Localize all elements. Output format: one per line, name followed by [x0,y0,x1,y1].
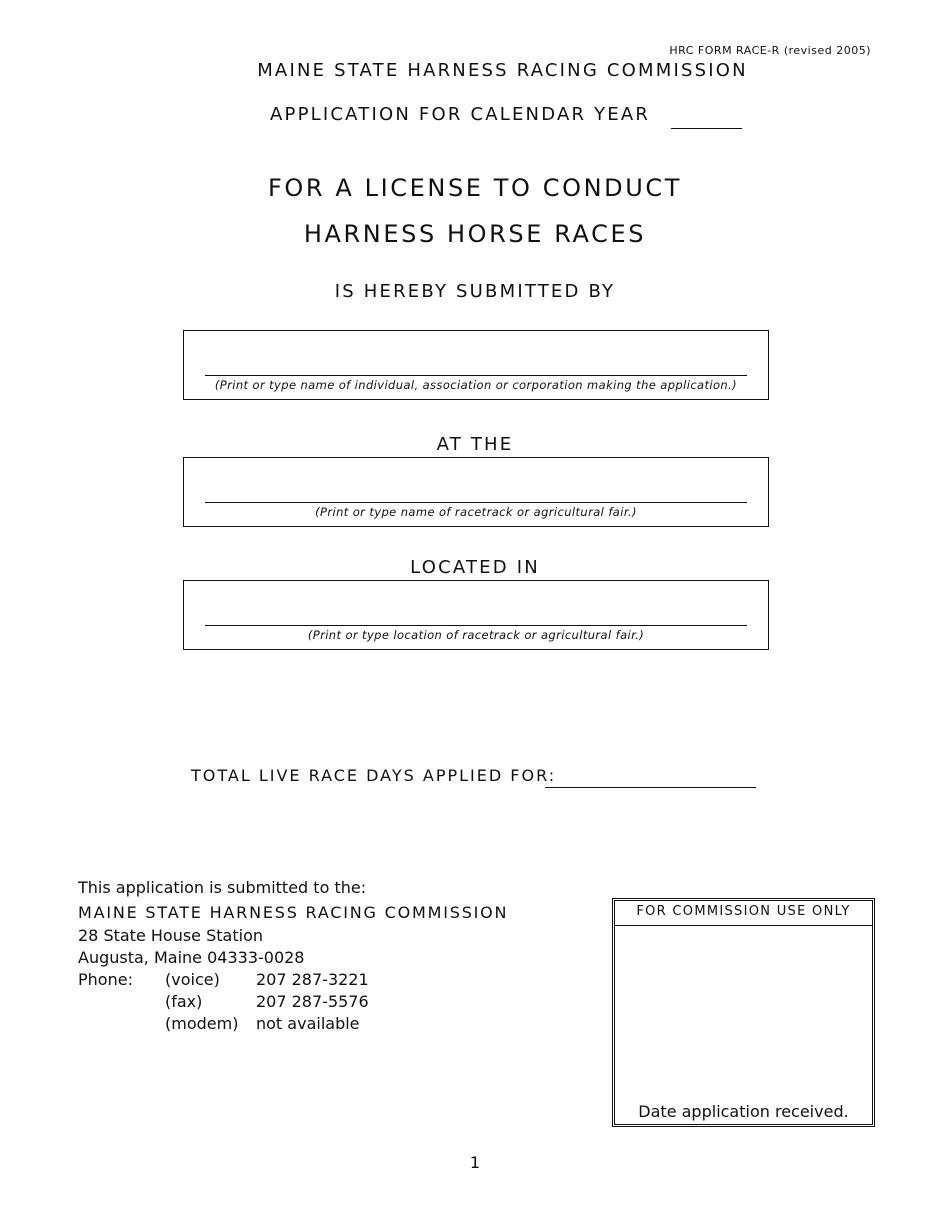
location-field[interactable] [205,625,747,626]
contact-type-fax: (fax) [165,992,203,1011]
contact-value-fax: 207 287-5576 [256,992,369,1011]
location-box [183,580,769,650]
commission-use-title: FOR COMMISSION USE ONLY [615,901,872,926]
date-received-label: Date application received. [638,1102,849,1121]
address-intro: This application is submitted to the: [78,878,367,897]
submitted-by-label: IS HEREBY SUBMITTED BY [334,281,616,302]
commission-use-box [612,898,875,1127]
page-number: 1 [469,1153,481,1172]
venue-field[interactable] [205,502,747,503]
address-org: MAINE STATE HARNESS RACING COMMISSION [78,903,509,922]
location-hint: (Print or type location of racetrack or agricultural fair.) [307,628,645,642]
total-days-label: TOTAL LIVE RACE DAYS APPLIED FOR: [191,766,557,785]
located-in-label: LOCATED IN [410,557,540,578]
total-days-field[interactable] [545,787,756,788]
address-city: Augusta, Maine 04333-0028 [78,948,305,967]
contact-type-voice: (voice) [165,970,220,989]
address-street: 28 State House Station [78,926,263,945]
license-title-line1: FOR A LICENSE TO CONDUCT [267,174,683,202]
form-id: HRC FORM RACE-R (revised 2005) [669,44,871,57]
at-the-label: AT THE [436,434,514,455]
commission-title: MAINE STATE HARNESS RACING COMMISSION [257,60,748,81]
contact-type-modem: (modem) [165,1014,239,1033]
contact-value-modem: not available [256,1014,360,1033]
applicant-hint: (Print or type name of individual, association or corporation making the application.) [214,378,738,392]
contact-value-voice: 207 287-3221 [256,970,369,989]
applicant-box [183,330,769,400]
calendar-year-field[interactable] [671,128,742,129]
calendar-year-label: APPLICATION FOR CALENDAR YEAR [270,104,651,125]
phone-label: Phone: [78,970,133,989]
applicant-field[interactable] [205,375,747,376]
venue-hint: (Print or type name of racetrack or agricultural fair.) [315,505,637,519]
venue-box [183,457,769,527]
license-title-line2: HARNESS HORSE RACES [303,220,647,248]
